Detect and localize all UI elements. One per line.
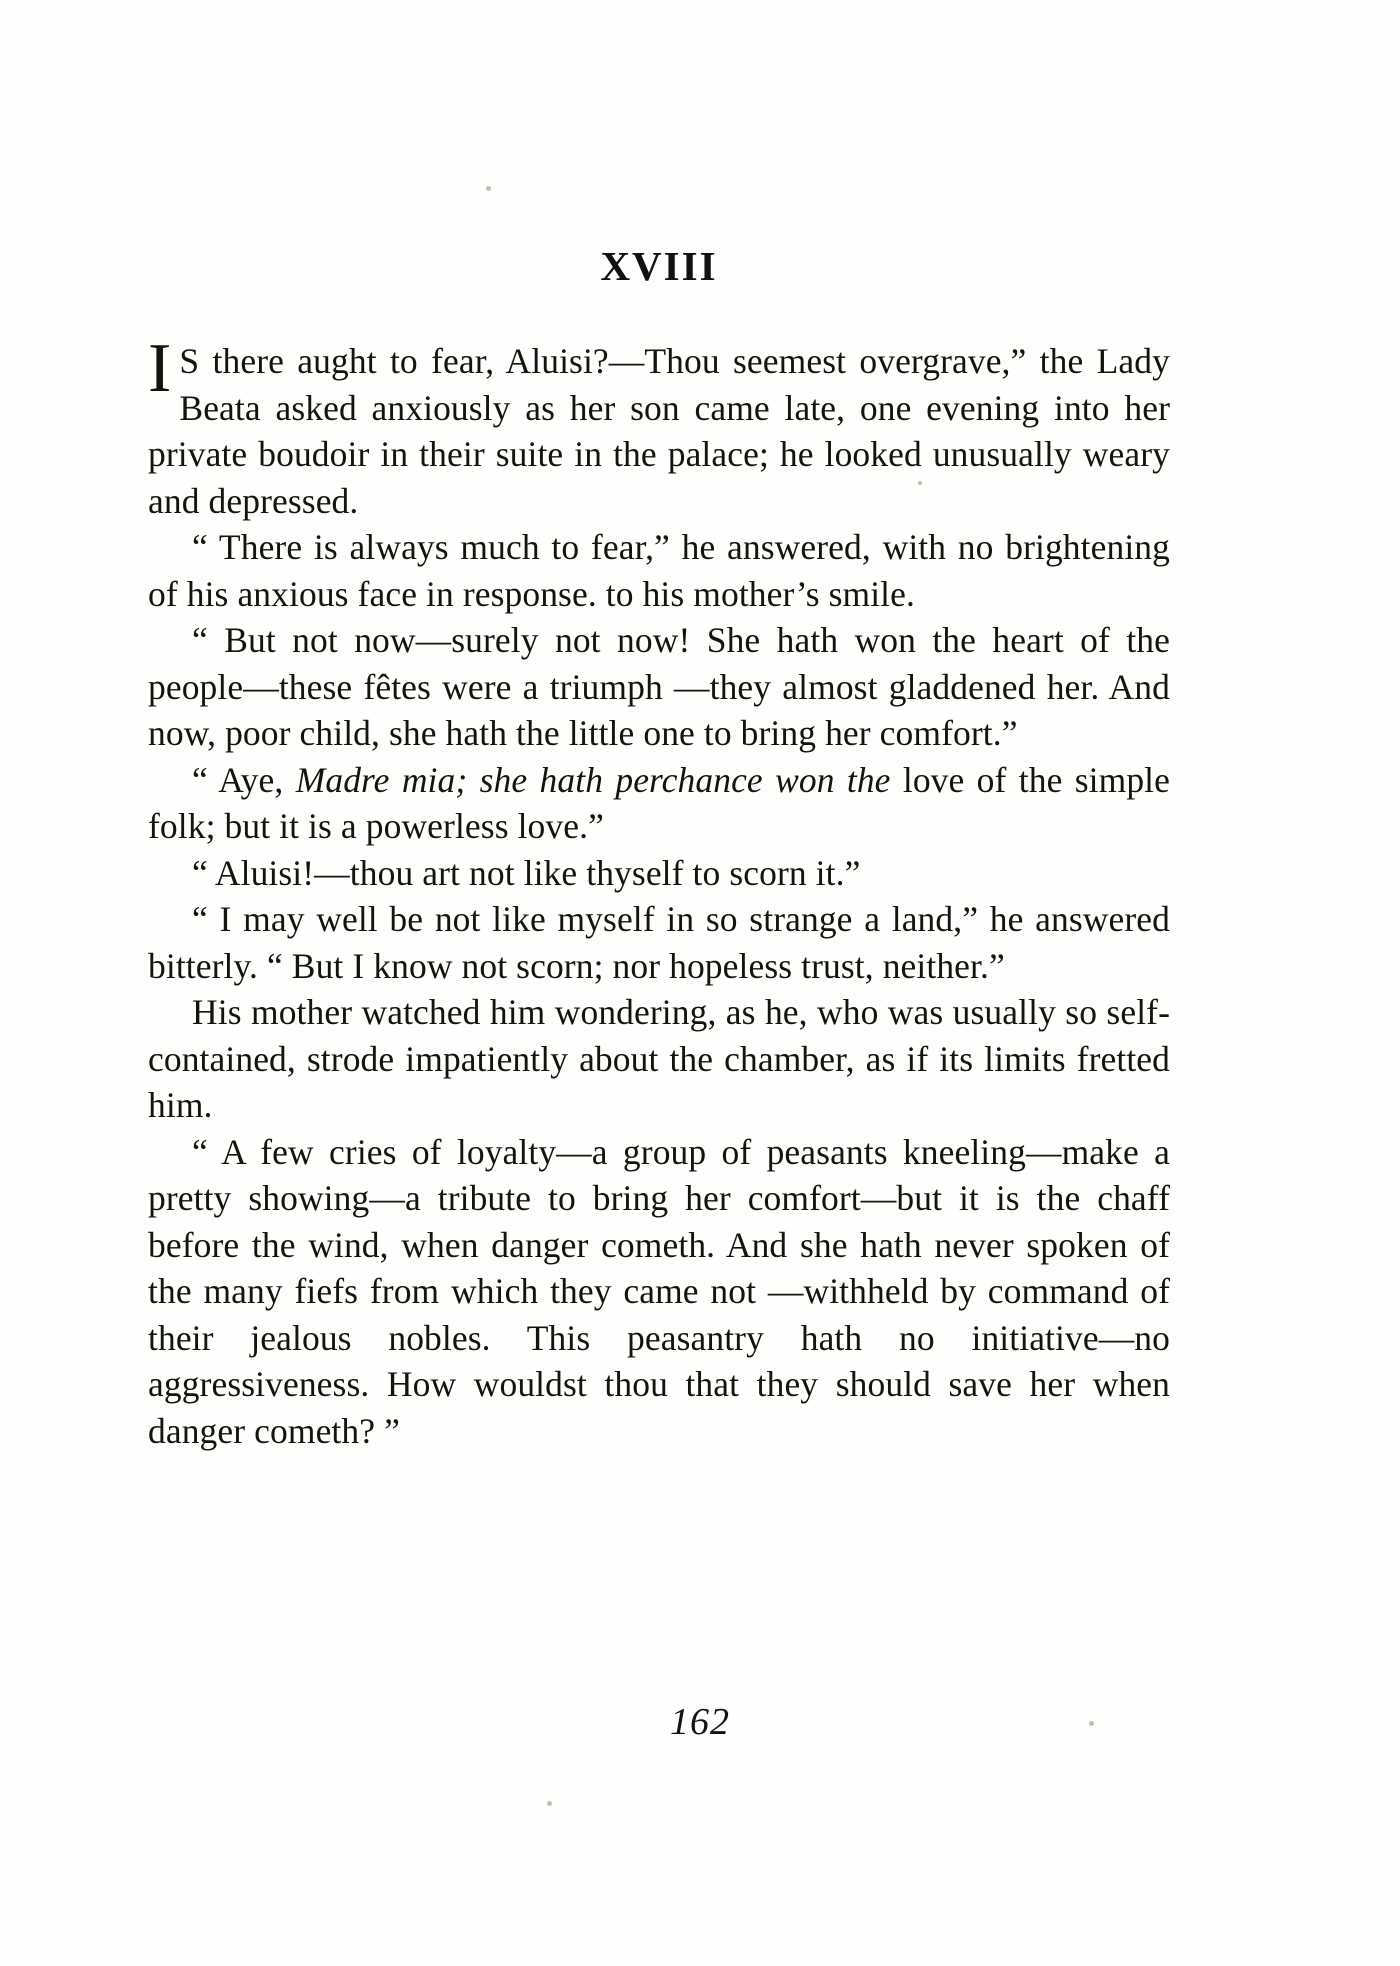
paragraph-8: “ A few cries of loyalty—a group of peasants kneeling—make a pretty showing—a tribute to bring her comfort—but it is the chaff before the wind, when danger cometh. And she hath never spoken of the many fiefs from which they came not —withheld by command of their jealous nobles. This peasantry hath no initiative—no aggressiveness. How wouldst thou that they should save her when danger cometh? ” [148, 1131, 1170, 1451]
paragraph-text-roman-2: love of the simple folk; but it is a powerless love.” [148, 759, 1171, 846]
scan-speck [547, 1801, 552, 1806]
page-number: 162 [670, 1701, 730, 1743]
paragraph-5: “ Aluisi!—thou art not like thyself to scorn it.” [192, 852, 861, 893]
paragraph-2: “ There is always much to fear,” he answered, with no brightening of his anxious face in response. to his mother’s smile. [148, 527, 1170, 614]
paragraph-6: “ I may well be not like myself in so strange a land,” he answered bitterly. “ But I know not scorn; nor hopeless trust, neither.” [148, 899, 1170, 986]
chapter-number: XVIII [600, 243, 718, 289]
paragraph-text-italic: Madre mia; she hath perchance won the [295, 759, 891, 800]
paragraph-1 [148, 330, 1170, 524]
paragraph-text-roman: “ Aye, [192, 759, 296, 800]
paragraph-4 [148, 757, 1170, 850]
paragraph-7: His mother watched him wondering, as he, who was usually so self-contained, strode impatiently about the chamber, as if its limits fretted him. [148, 992, 1170, 1125]
scan-speck [486, 186, 491, 191]
drop-cap: I [148, 330, 172, 407]
paragraph-text: S there aught to fear, Aluisi?—Thou seemest overgrave,” the Lady Beata asked anxiously as her son came late, one evening into her private boudoir in their suite in the palace; he looked unusually weary and depressed. [148, 341, 1170, 521]
page-content [148, 242, 1170, 1454]
paragraph-3: “ But not now—surely not now! She hath won the heart of the people—these fêtes were a triumph —they almost gladdened her. And now, poor child, she hath the little one to bring her comfort.” [148, 620, 1170, 753]
body-text [148, 330, 1171, 1454]
